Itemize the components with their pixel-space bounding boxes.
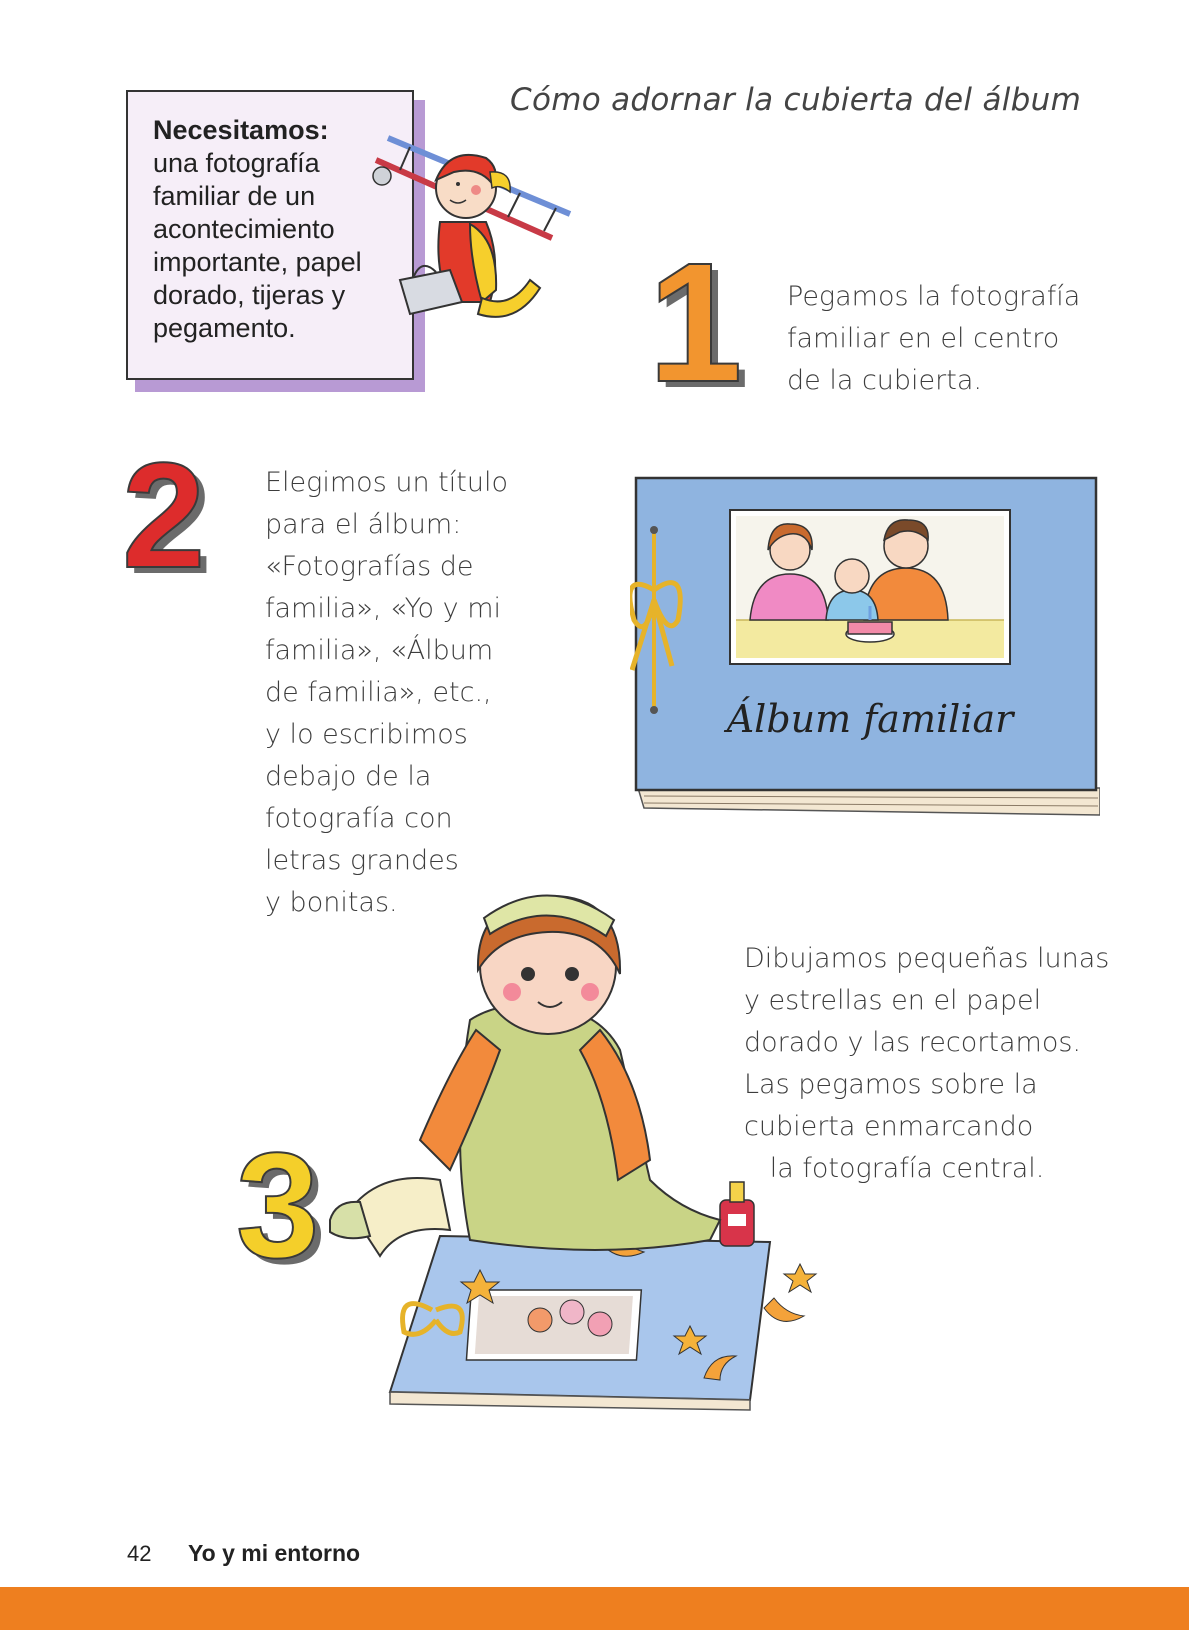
step-2-line: fotografía con [265,803,453,834]
mascot-illustration [370,130,600,330]
girl-decorating-illustration [300,880,860,1440]
step-3-line: dorado y las recortamos. [744,1027,1081,1058]
step-2-line: y bonitas. [265,887,398,918]
step-2-line: letras grandes [265,845,459,876]
step-2-line: «Fotografías de [265,551,474,582]
step-1-line: de la cubierta. [787,365,982,396]
step-2-line: debajo de la [265,761,432,792]
step-2-text [265,462,508,924]
needs-line: una fotografía [153,148,320,178]
needs-line: dorado, tijeras y [153,280,346,310]
needs-title: Necesitamos: [153,115,329,145]
step-1-number: 1 [648,228,743,418]
page-title: Cómo adornar la cubierta del álbum [510,82,1082,118]
step-3-line: la fotografía central. [744,1153,1045,1184]
step-2-line: familia», «Yo y mi [265,593,502,624]
step-2-number: 2 [122,431,206,599]
step-2-line: y lo escribimos [265,719,468,750]
girl-character [330,895,720,1256]
step-2-line: Elegimos un título [265,467,508,498]
step-2-line: para el álbum: [265,509,462,540]
step-1-line: familiar en el centro [787,323,1060,354]
step-1-text [787,276,1080,402]
family-photo-illustration [736,516,1004,658]
album-cover-illustration [630,470,1100,830]
footer-accent-bar [0,1587,1189,1630]
step-2-line: de familia», etc., [265,677,492,708]
page-number: 42 [127,1541,152,1566]
step-3-line: y estrellas en el papel [744,985,1042,1016]
step-3-number: 3 [236,1121,320,1289]
album-cover-text: Álbum familiar [726,697,1014,741]
needs-line: pegamento. [153,313,296,343]
step-3-line: Las pegamos sobre la [744,1069,1038,1100]
section-title: Yo y mi entorno [188,1540,361,1566]
needs-line: acontecimiento [153,214,335,244]
step-1-line: Pegamos la fotografía [787,281,1081,312]
step-2-line: familia», «Álbum [265,635,494,666]
needs-line: importante, papel [153,247,362,277]
step-3-line: Dibujamos pequeñas lunas [744,943,1110,974]
glue-bottle-icon [720,1182,754,1246]
step-3-line: cubierta enmarcando [744,1111,1034,1142]
needs-line: familiar de un [153,181,316,211]
